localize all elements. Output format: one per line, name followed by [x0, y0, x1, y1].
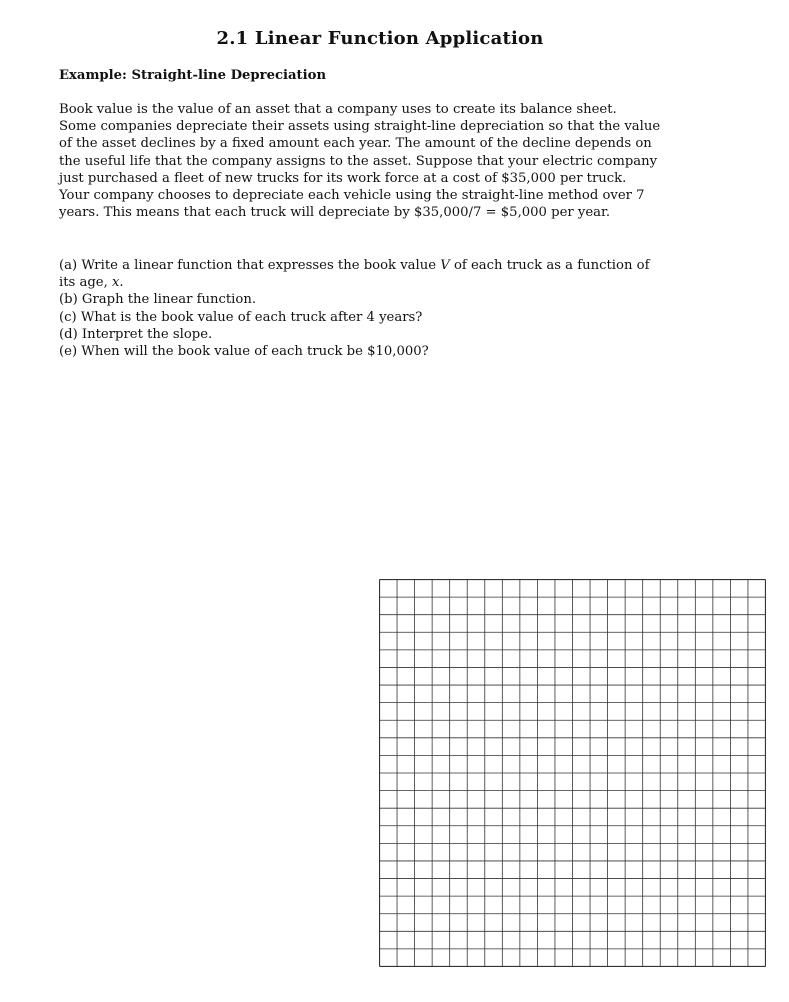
paragraph-line: the useful life that the company assigns to the asset. Suppose that your electric company [59, 153, 658, 169]
graph-grid [379, 579, 766, 967]
graph-grid-svg [379, 579, 766, 967]
question-a-text: . [119, 275, 124, 291]
question-d: (d) Interpret the slope. [59, 326, 213, 342]
example-heading: Example: Straight-line Depreciation [59, 68, 327, 83]
question-a-text: of each truck as a function of [449, 258, 650, 273]
variable-x: x [111, 275, 120, 291]
paragraph-line: Book value is the value of an asset that a company uses to create its balance sheet. [59, 102, 617, 117]
question-e: (e) When will the book value of each truck be $10,000? [59, 344, 429, 360]
variable-v: V [440, 258, 450, 273]
paragraph-line: Your company chooses to depreciate each vehicle using the straight-line method over 7 [59, 188, 645, 204]
question-a-continued [59, 274, 719, 291]
question-a-text: its age, [59, 275, 112, 291]
question-list [59, 257, 719, 360]
question-b: (b) Graph the linear function. [59, 292, 257, 308]
paragraph-line: just purchased a fleet of new trucks for its work force at a cost of $35,000 per truck. [59, 170, 627, 186]
paragraph-line: Some companies depreciate their assets using straight-line depreciation so that the value [59, 119, 661, 135]
paragraph-line: years. This means that each truck will depreciate by $35,000/7 = $5,000 per year. [59, 205, 611, 221]
question-c: (c) What is the book value of each truck after 4 years? [59, 309, 423, 325]
problem-paragraph [59, 101, 709, 221]
page-title: 2.1 Linear Function Application [216, 28, 544, 49]
question-a-text: (a) Write a linear function that expresses the book value [59, 258, 441, 273]
question-a [59, 257, 719, 274]
paragraph-line: of the asset declines by a fixed amount each year. The amount of the decline depends on [59, 136, 652, 152]
